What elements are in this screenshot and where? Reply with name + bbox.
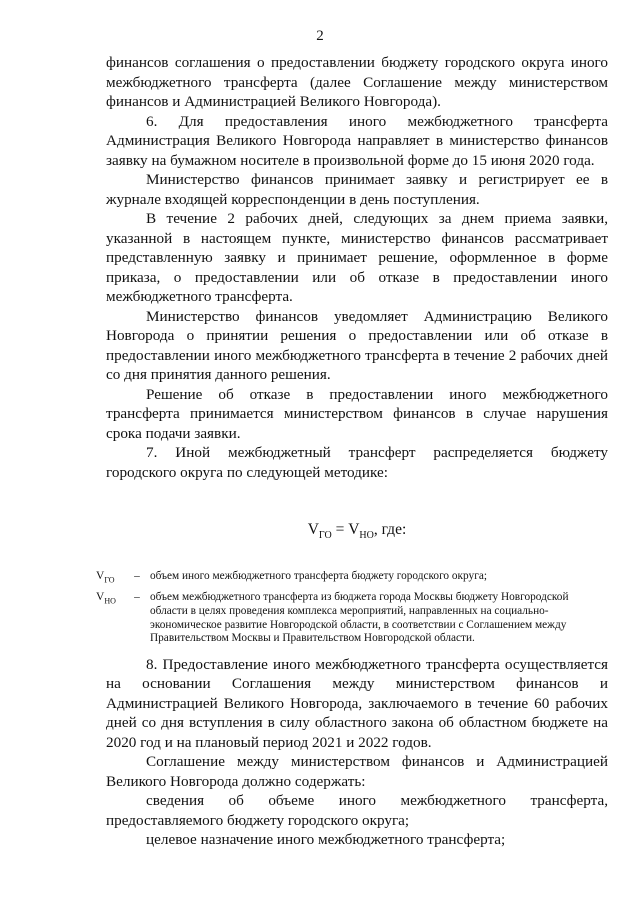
definition-dash: – [134, 569, 140, 582]
paragraph-agreement-purpose: целевое назначение иного межбюджетного трансферта; [146, 831, 506, 849]
definition-symbol: $V_{ГО}$ [96, 569, 115, 584]
document-body [96, 53, 608, 850]
formula-equals: = [331, 521, 349, 538]
formula-sub-right: НО [359, 530, 374, 542]
page-number: 2 [316, 28, 324, 44]
definition-dash: – [134, 591, 140, 604]
paragraph-agreement-info: сведения об объеме иного межбюджетного трансферта, предоставляемого бюджету городского округа; [106, 792, 608, 829]
definition-row [96, 570, 608, 587]
paragraph-item-7: 7. Иной межбюджетный трансферт распределяется бюджету городского округа по следующей методике: [106, 444, 608, 481]
paragraph-registration: Министерство финансов принимает заявку и регистрирует ее в журнале входящей корреспонденции в день поступления. [106, 171, 608, 208]
paragraph-notification: Министерство финансов уведомляет Администрацию Великого Новгорода о принятии решения о предоставлении или об отказе в предоставлении иного межбюджетного трансферта в течение 2 рабочих дней со дня принятия данного решения. [106, 307, 608, 383]
paragraph-item-6: 6. Для предоставления иного межбюджетного трансферта Администрация Великого Новгорода направляет в министерство финансов заявку на бумажном носителе в произвольной форме до 15 июня 2020 года. [106, 112, 608, 169]
paragraph-continuation: финансов соглашения о предоставлении бюджету городского округа иного межбюджетного трансферта (далее Соглашение между министерством финансов и Администрацией Великого Новгорода). [106, 54, 608, 110]
paragraph-review: В течение 2 рабочих дней, следующих за днем приема заявки, указанной в настоящем пункте, министерство финансов рассматривает представленную заявку и принимает решение, оформленное в форме приказа, о предоставлении или об отказе в предоставлении иного межбюджетного трансферта. [106, 210, 608, 305]
definition-text: объем межбюджетного трансферта из бюджета города Москвы бюджету Новгородской области в целях проведения комплекса мероприятий, направленных на социально-экономическое развитие Новгородской области, в соответствии с Соглашением между Правительством Москвы и Правительством Новгородской области. [150, 591, 569, 645]
formula-v-right: V [348, 521, 360, 538]
definition-row [96, 591, 608, 645]
formula-tail: , где: [373, 521, 407, 538]
definition-text: объем иного межбюджетного трансферта бюджету городского округа; [150, 569, 487, 582]
definitions-list [96, 570, 608, 646]
paragraph-agreement: Соглашение между министерством финансов и Администрацией Великого Новгорода должно содержать: [106, 753, 608, 790]
paragraph-item-8: 8. Предоставление иного межбюджетного трансферта осуществляется на основании Соглашения между министерством финансов и Администрацией Великого Новгорода, заключаемого в течение 60 рабочих дней со дня вступления в силу областного закона об областном бюджете на 2020 год и на плановый период 2021 и 2022 годов. [106, 655, 608, 751]
formula [106, 520, 608, 546]
formula-v-left: V [307, 521, 319, 538]
formula-sub-left: ГО [318, 530, 332, 542]
paragraph-refusal: Решение об отказе в предоставлении иного межбюджетного трансферта принимается министерством финансов в случае нарушения срока подачи заявки. [106, 385, 608, 442]
definition-symbol: $V_{НО}$ [96, 591, 116, 606]
